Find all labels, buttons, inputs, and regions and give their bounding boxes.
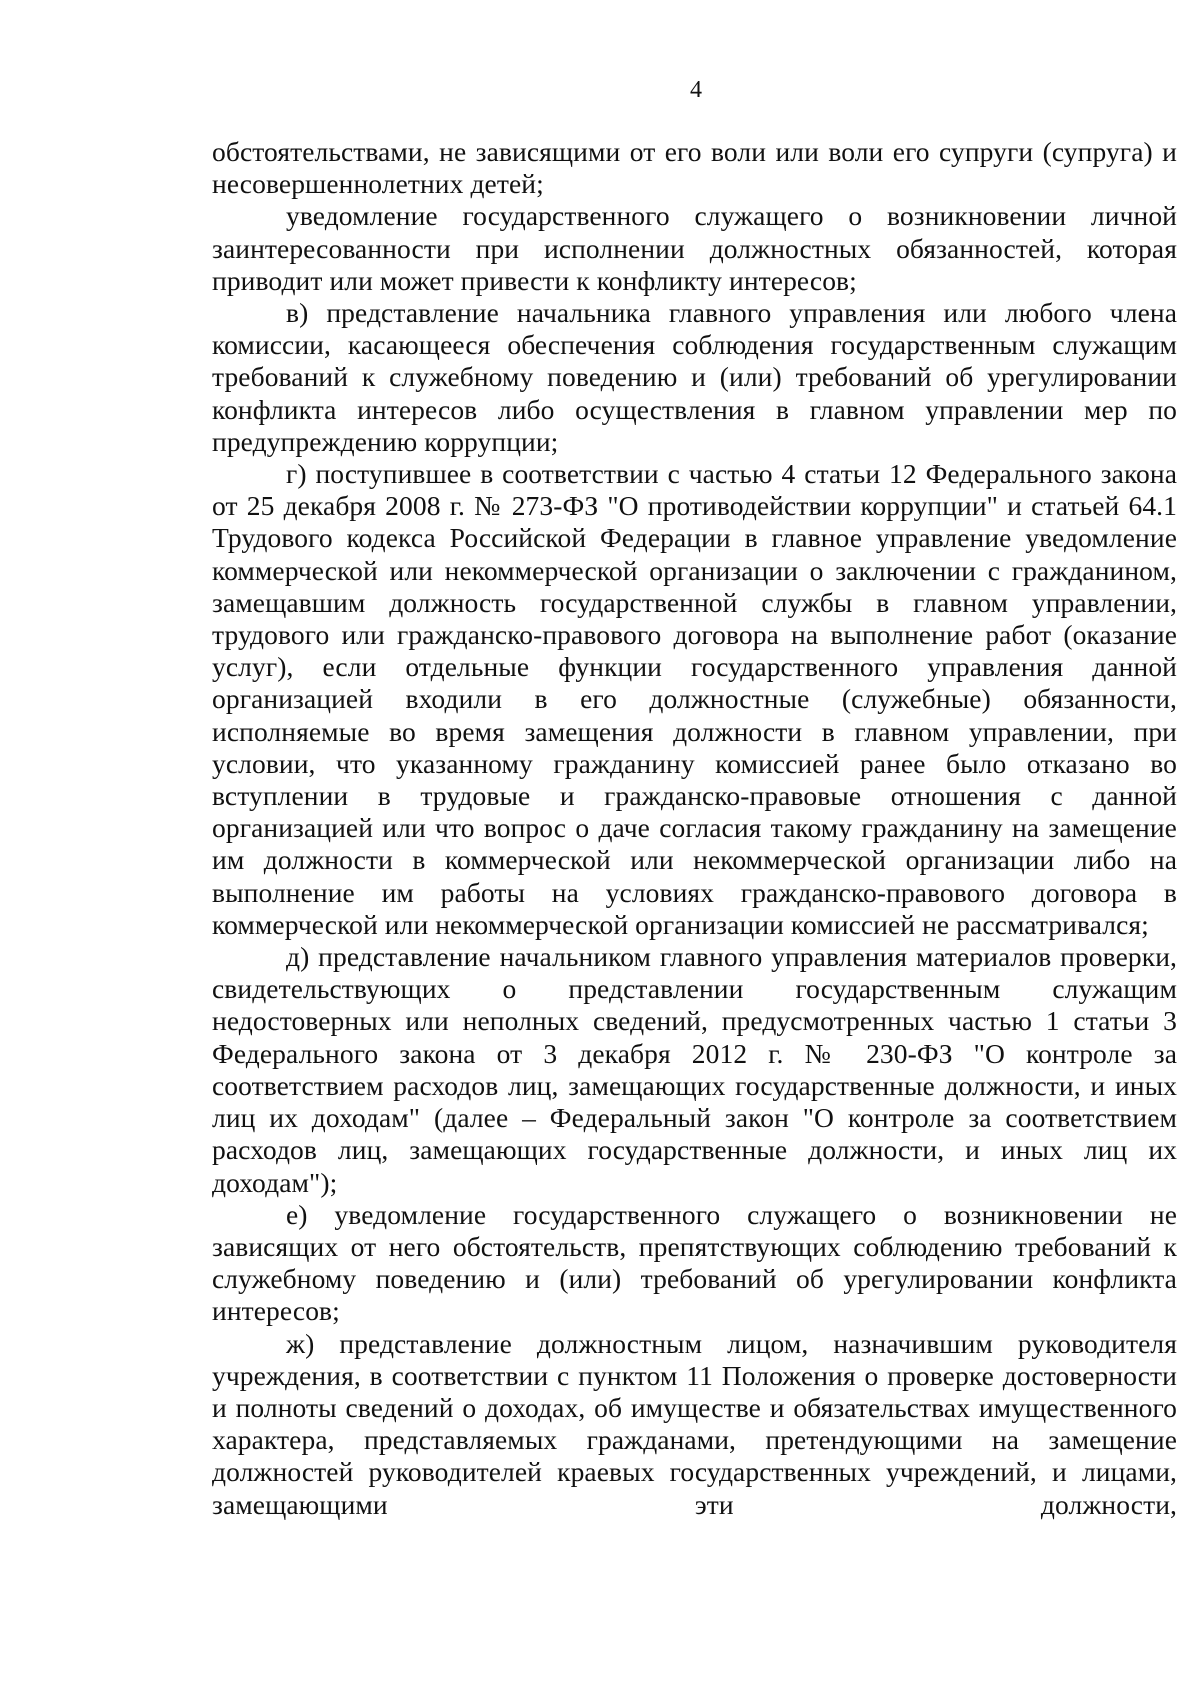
page-number: 4	[690, 77, 702, 103]
paragraph-item-v: в) представление начальника главного управления или любого члена комиссии, касающееся обеспечения соблюдения государственным служащим требований к служебному поведению и (или) требований об урегулировании конфликта интересов либо осуществления в главном управлении мер по предупреждению коррупции;	[212, 297, 1177, 457]
paragraph-continuation: обстоятельствами, не зависящими от его воли или воли его супруги (супруга) и несовершеннолетних детей;	[212, 136, 1177, 200]
paragraph-item-g: г) поступившее в соответствии с частью 4 статьи 12 Федерального закона от 25 декабря 2008 г. № 273-ФЗ "О противодействии коррупции" и статьей 64.1 Трудового кодекса Российской Федерации в главное управление уведомление коммерческой или некоммерческой организации о заключении с гражданином, замещавшим должность государственной службы в главном управлении, трудового или гражданско-правового договора на выполнение работ (оказание услуг), если отдельные функции государственного управления данной организацией входили в его должностные (служебные) обязанности, исполняемые во время замещения должности в главном управлении, при условии, что указанному гражданину комиссией ранее было отказано во вступлении в трудовые и гражданско-правовые отношения с данной организацией или что вопрос о даче согласия такому гражданину на замещение им должности в коммерческой или некоммерческой организации либо на выполнение им работы на условиях гражданско-правового договора в коммерческой или некоммерческой организации комиссией не рассматривался;	[212, 458, 1177, 940]
paragraph-item-zh: ж) представление должностным лицом, назначившим руководителя учреждения, в соответствии с пунктом 11 Положения о проверке достоверности и полноты сведений о доходах, об имуществе и обязательствах имущественного характера, представляемых гражданами, претендующими на замещение должностей руководителей краевых государственных учреждений, и лицами, замещающими эти должности,	[212, 1327, 1177, 1520]
document-body	[212, 136, 1177, 1521]
paragraph-conflict-notice: уведомление государственного служащего о возникновении личной заинтересованности при исполнении должностных обязанностей, которая приводит или может привести к конфликту интересов;	[212, 200, 1177, 296]
paragraph-item-d: д) представление начальником главного управления материалов проверки, свидетельствующих о представлении государственным служащим недостоверных или неполных сведений, предусмотренных частью 1 статьи 3 Федерального закона от 3 декабря 2012 г. № 230-ФЗ "О контроле за соответствием расходов лиц, замещающих государственные должности, и иных лиц их доходам" (далее – Федеральный закон "О контроле за соответствием расходов лиц, замещающих государственные должности, и иных лиц их доходам");	[212, 941, 1177, 1198]
paragraph-item-e: е) уведомление государственного служащего о возникновении не зависящих от него обстоятельств, препятствующих соблюдению требований к служебному поведению и (или) требований об урегулировании конфликта интересов;	[212, 1198, 1177, 1327]
